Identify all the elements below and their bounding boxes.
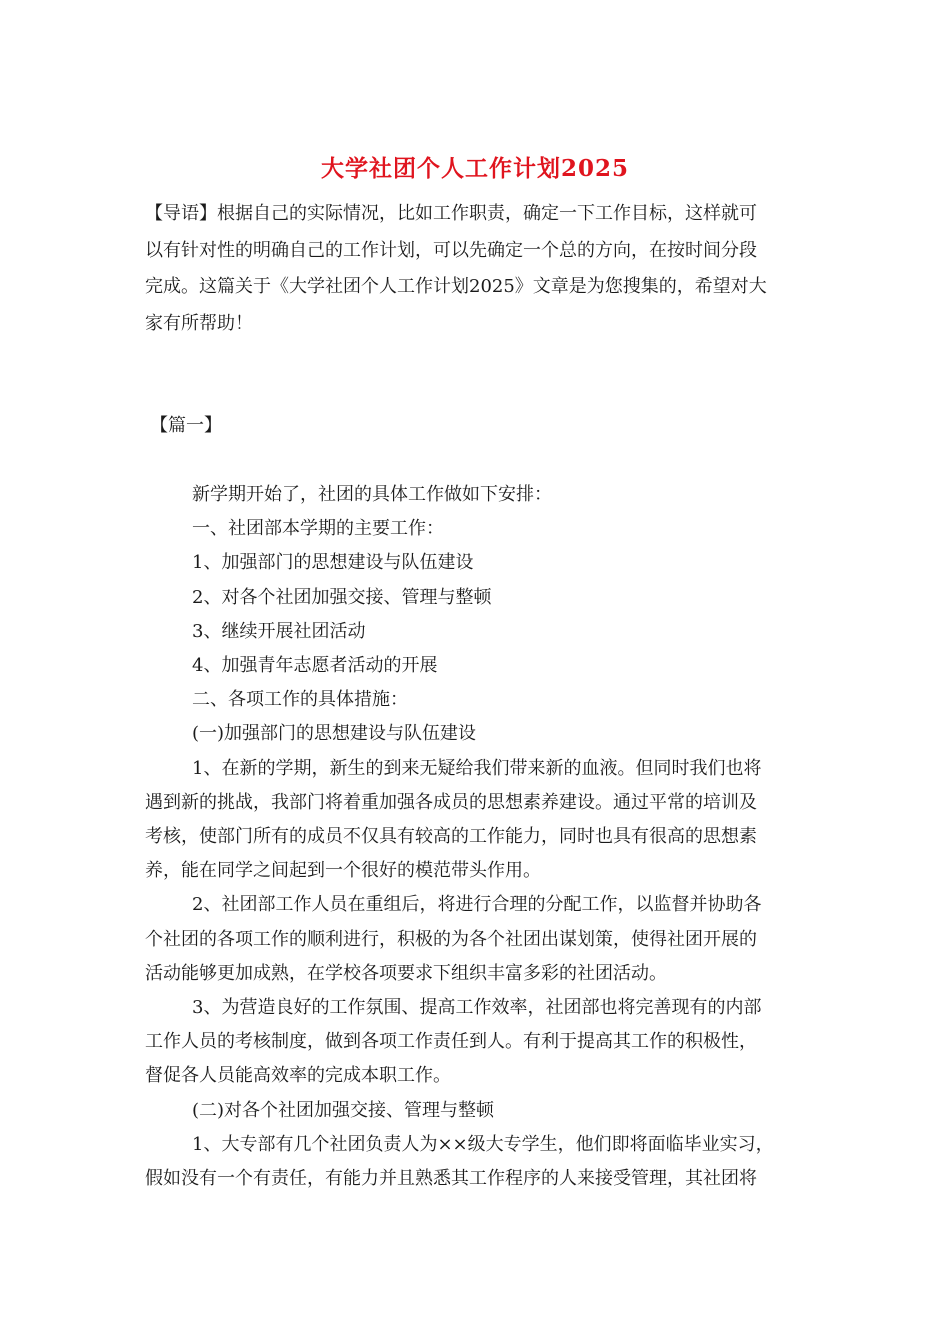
document-title: 大学社团个人工作计划2025	[320, 155, 629, 182]
intro-line: 家有所帮助！	[145, 312, 253, 334]
body-line: 3、继续开展社团活动	[192, 620, 366, 642]
body-line: 1、大专部有几个社团负责人为××级大专学生，他们即将面临毕业实习，	[192, 1133, 774, 1155]
body-line: (二)对各个社团加强交接、管理与整顿	[192, 1099, 495, 1121]
body-line: 3、为营造良好的工作氛围、提高工作效率，社团部也将完善现有的内部	[192, 997, 762, 1019]
body-line: 个社团的各项工作的顺利进行，积极的为各个社团出谋划策，使得社团开展的	[145, 928, 757, 950]
section-label: 【篇一】	[150, 415, 222, 436]
body-line: 督促各人员能高效率的完成本职工作。	[145, 1065, 451, 1087]
body-line: 新学期开始了，社团的具体工作做如下安排：	[192, 484, 552, 505]
intro-line: 以有针对性的明确自己的工作计划，可以先确定一个总的方向，在按时间分段	[145, 239, 757, 261]
body-line: 1、在新的学期，新生的到来无疑给我们带来新的血液。但同时我们也将	[192, 757, 762, 779]
body-line: 养，能在同学之间起到一个很好的模范带头作用。	[145, 860, 541, 882]
body-line: 一、社团部本学期的主要工作：	[192, 518, 444, 540]
body-line: 2、对各个社团加强交接、管理与整顿	[192, 586, 492, 608]
intro-line: 完成。这篇关于《大学社团个人工作计划2025》文章是为您搜集的，希望对大	[145, 276, 767, 297]
body-line: 遇到新的挑战，我部门将着重加强各成员的思想素养建设。通过平常的培训及	[145, 791, 757, 813]
body-line: 工作人员的考核制度，做到各项工作责任到人。有利于提高其工作的积极性，	[145, 1031, 757, 1053]
body-line: 4、加强青年志愿者活动的开展	[192, 655, 438, 677]
body-line: 活动能够更加成熟，在学校各项要求下组织丰富多彩的社团活动。	[145, 962, 667, 984]
body-line: 二、各项工作的具体措施：	[192, 689, 408, 711]
body-text	[145, 478, 805, 1196]
body-line: 2、社团部工作人员在重组后，将进行合理的分配工作，以监督并协助各	[192, 894, 762, 916]
body-line: 1、加强部门的思想建设与队伍建设	[192, 552, 474, 574]
body-line: 假如没有一个有责任，有能力并且熟悉其工作程序的人来接受管理，其社团将	[145, 1168, 757, 1190]
intro-line: 【导语】根据自己的实际情况，比如工作职责，确定一下工作目标，这样就可	[145, 203, 757, 224]
body-line: 考核，使部门所有的成员不仅具有较高的工作能力，同时也具有很高的思想素	[145, 826, 757, 848]
body-line: (一)加强部门的思想建设与队伍建设	[192, 723, 477, 745]
intro-paragraph	[145, 196, 805, 342]
